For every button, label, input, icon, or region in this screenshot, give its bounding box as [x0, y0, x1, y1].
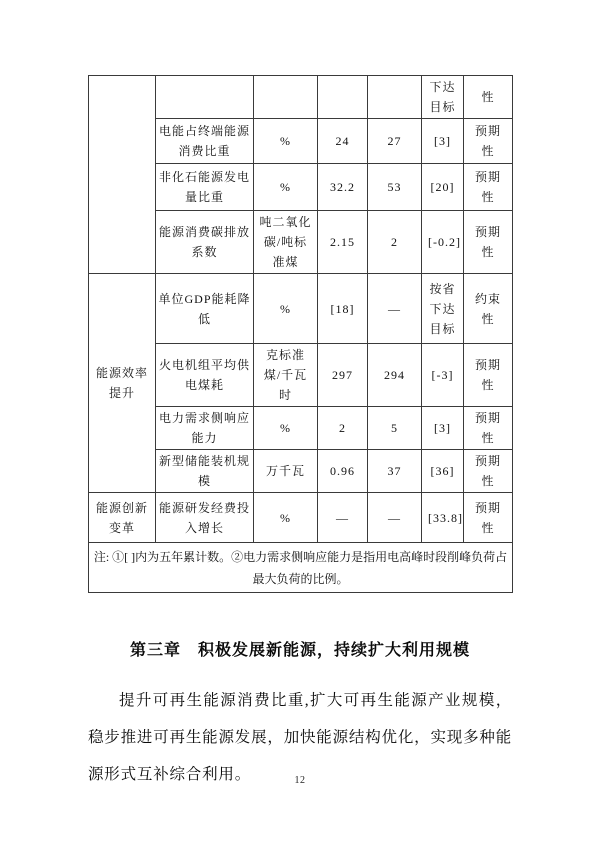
- table-cell: 32.2: [318, 164, 368, 211]
- table-cell: 能源效率提升: [89, 274, 156, 493]
- table-cell: 37: [368, 450, 422, 493]
- table-cell: [318, 76, 368, 119]
- table-cell: 0.96: [318, 450, 368, 493]
- table-cell: 单位GDP能耗降低: [156, 274, 254, 344]
- table-cell: 2.15: [318, 211, 368, 274]
- table-cell: 预期性: [464, 211, 513, 274]
- table-cell: 能源研发经费投入增长: [156, 493, 254, 543]
- table-cell: %: [254, 407, 318, 450]
- table-cell: %: [254, 119, 318, 164]
- table-cell: 2: [318, 407, 368, 450]
- table-cell: 电力需求侧响应能力: [156, 407, 254, 450]
- table-cell: 火电机组平均供电煤耗: [156, 344, 254, 407]
- table-cell: 预期性: [464, 119, 513, 164]
- page-content: [88, 75, 512, 793]
- table-cell: [-3]: [422, 344, 464, 407]
- table-cell: 克标准煤/千瓦时: [254, 344, 318, 407]
- indicators-table: [88, 75, 513, 593]
- table-cell: %: [254, 274, 318, 344]
- table-cell: 能源消费碳排放系数: [156, 211, 254, 274]
- table-cell: 约束性: [464, 274, 513, 344]
- table-cell: —: [368, 493, 422, 543]
- body-paragraph: 提升可再生能源消费比重,扩大可再生能源产业规模，稳步推进可再生能源发展，加快能源结构优化，实现多种能源形式互补综合利用。: [88, 692, 512, 783]
- table-cell: 预期性: [464, 344, 513, 407]
- table-cell: [156, 76, 254, 119]
- table-cell: 下达目标: [422, 76, 464, 119]
- table-cell: 新型储能装机规模: [156, 450, 254, 493]
- table-cell: 非化石能源发电量比重: [156, 164, 254, 211]
- page-number: 12: [294, 775, 306, 786]
- table-cell: [20]: [422, 164, 464, 211]
- table-cell: [89, 76, 156, 274]
- table-cell: —: [318, 493, 368, 543]
- table-cell: 预期性: [464, 164, 513, 211]
- table-cell: [36]: [422, 450, 464, 493]
- chapter-heading: 第三章 积极发展新能源，持续扩大利用规模: [129, 642, 470, 659]
- table-cell: 2: [368, 211, 422, 274]
- table-cell: [254, 76, 318, 119]
- table-cell: 能源创新变革: [89, 493, 156, 543]
- table-note-cell: 注: ①[ ]内为五年累计数。②电力需求侧响应能力是指用电高峰时段削峰负荷占最大负荷的比例。: [89, 543, 513, 593]
- table-cell: 297: [318, 344, 368, 407]
- table-cell: [3]: [422, 407, 464, 450]
- table-cell: [33.8]: [422, 493, 464, 543]
- table-cell: %: [254, 493, 318, 543]
- table-cell: 5: [368, 407, 422, 450]
- table-cell: 预期性: [464, 493, 513, 543]
- table-cell: 按省下达目标: [422, 274, 464, 344]
- table-cell: 性: [464, 76, 513, 119]
- table-cell: [3]: [422, 119, 464, 164]
- table-cell: %: [254, 164, 318, 211]
- table-cell: 24: [318, 119, 368, 164]
- table-cell: [-0.2]: [422, 211, 464, 274]
- table-cell: 预期性: [464, 407, 513, 450]
- table-cell: —: [368, 274, 422, 344]
- table-cell: 27: [368, 119, 422, 164]
- table-cell: 万千瓦: [254, 450, 318, 493]
- table-cell: 电能占终端能源消费比重: [156, 119, 254, 164]
- table-cell: 294: [368, 344, 422, 407]
- table-cell: 53: [368, 164, 422, 211]
- table-cell: [18]: [318, 274, 368, 344]
- table-cell: 吨二氧化碳/吨标准煤: [254, 211, 318, 274]
- table-cell: [368, 76, 422, 119]
- table-cell: 预期性: [464, 450, 513, 493]
